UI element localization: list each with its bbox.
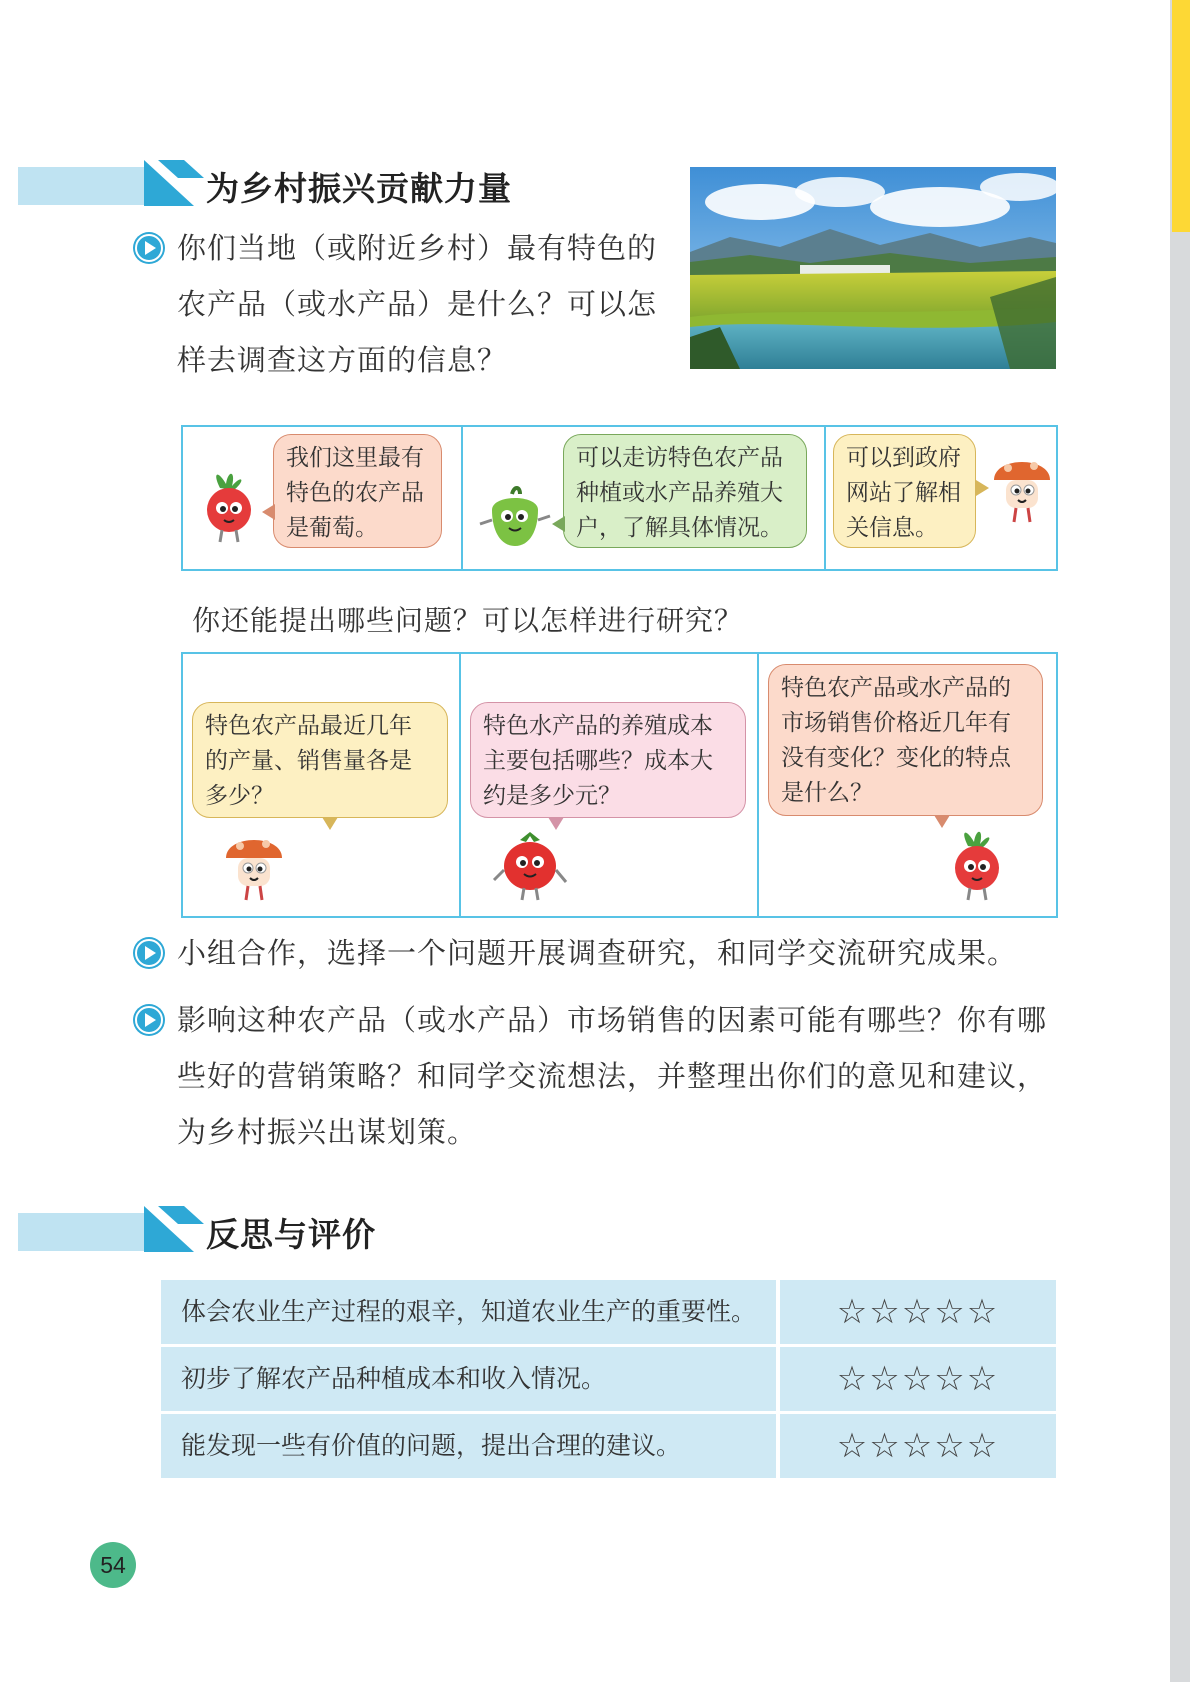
- question-3-line: 影响这种农产品（或水产品）市场销售的因素可能有哪些？你有哪: [177, 1003, 1048, 1037]
- tomato-mascot-icon: [490, 830, 570, 902]
- page-number: 54: [90, 1542, 136, 1588]
- star-rating[interactable]: ☆☆☆☆☆: [780, 1347, 1056, 1411]
- question-1-line: 样去调查这方面的信息？: [177, 343, 508, 377]
- speech-bubble: [192, 702, 448, 818]
- speech-tail: [322, 817, 338, 830]
- play-bullet-icon: [133, 937, 165, 969]
- star-rating[interactable]: ☆☆☆☆☆: [780, 1280, 1056, 1344]
- question-1-line: 农产品（或水产品）是什么？可以怎: [177, 287, 658, 321]
- section-header-bar: [18, 1213, 146, 1251]
- bubble-line: 多少？: [205, 783, 274, 809]
- radish-mascot-icon: [946, 826, 1008, 902]
- bubble-line: 的产量、销售量各是: [205, 748, 412, 774]
- question-3-line: 为乡村振兴出谋划策。: [177, 1115, 478, 1149]
- speech-tail: [548, 817, 564, 830]
- question-1-line: 你们当地（或附近乡村）最有特色的: [177, 231, 658, 265]
- bubble-line: 是葡萄。: [286, 515, 378, 541]
- bubble-line: 没有变化？变化的特点: [781, 745, 1011, 771]
- star-rating[interactable]: ☆☆☆☆☆: [780, 1414, 1056, 1478]
- panel-divider: [757, 652, 759, 918]
- rating-row: [161, 1414, 1056, 1478]
- bubble-line: 特色水产品的养殖成本: [483, 713, 713, 739]
- section-title: 反思与评价: [206, 1215, 376, 1254]
- bubble-line: 是什么？: [781, 780, 873, 806]
- question-3: [177, 992, 1047, 1160]
- speech-bubble: [470, 702, 746, 818]
- speech-tail: [262, 504, 275, 520]
- bubble-line: 特色农产品或水产品的: [781, 675, 1011, 701]
- bubble-line: 可以走访特色农产品: [576, 445, 783, 471]
- play-bullet-icon: [133, 232, 165, 264]
- rating-criterion: 体会农业生产过程的艰辛，知道农业生产的重要性。: [161, 1280, 776, 1344]
- speech-bubble: [768, 664, 1043, 816]
- panel-divider: [824, 425, 826, 571]
- rating-criterion: 能发现一些有价值的问题，提出合理的建议。: [161, 1414, 776, 1478]
- rating-row: [161, 1347, 1056, 1411]
- bubble-line: 特色农产品最近几年: [205, 713, 412, 739]
- bubble-line: 主要包括哪些？成本大: [483, 748, 713, 774]
- panel-divider: [459, 652, 461, 918]
- section-header-triangle-icon: [144, 1206, 204, 1252]
- bubble-line: 户，了解具体情况。: [576, 515, 783, 541]
- speech-tail: [976, 480, 989, 496]
- mushroom-mascot-icon: [990, 452, 1054, 524]
- section-header-triangle-icon: [144, 160, 204, 206]
- bubble-line: 约是多少元？: [483, 783, 621, 809]
- bubble-line: 关信息。: [846, 515, 938, 541]
- section-title: 为乡村振兴贡献力量: [206, 169, 512, 208]
- research-prompt: 你还能提出哪些问题？可以怎样进行研究？: [192, 604, 744, 637]
- page-edge-strip: [1170, 0, 1190, 1682]
- green-pepper-mascot-icon: [476, 484, 554, 558]
- bubble-line: 种植或水产品养殖大: [576, 480, 783, 506]
- bubble-line: 特色的农产品: [286, 480, 424, 506]
- question-2: 小组合作，选择一个问题开展调查研究，和同学交流研究成果。: [177, 936, 1018, 970]
- section-header-bar: [18, 167, 146, 205]
- speech-bubble: [833, 434, 976, 548]
- radish-mascot-icon: [198, 468, 260, 544]
- bubble-line: 我们这里最有: [286, 445, 424, 471]
- question-3-line: 些好的营销策略？和同学交流想法，并整理出你们的意见和建议，: [177, 1059, 1048, 1093]
- rating-criterion: 初步了解农产品种植成本和收入情况。: [161, 1347, 776, 1411]
- bubble-line: 可以到政府: [846, 445, 961, 471]
- rating-row: [161, 1280, 1056, 1344]
- page-edge-yellow-tab: [1172, 0, 1190, 232]
- speech-bubble: [563, 434, 807, 548]
- countryside-landscape-photo: [690, 167, 1056, 369]
- panel-divider: [461, 425, 463, 571]
- speech-tail: [552, 516, 565, 532]
- speech-bubble: [273, 434, 442, 548]
- question-1: [177, 220, 657, 388]
- play-bullet-icon: [133, 1004, 165, 1036]
- bubble-line: 网站了解相: [846, 480, 961, 506]
- bubble-line: 市场销售价格近几年有: [781, 710, 1011, 736]
- mushroom-mascot-icon: [222, 830, 286, 902]
